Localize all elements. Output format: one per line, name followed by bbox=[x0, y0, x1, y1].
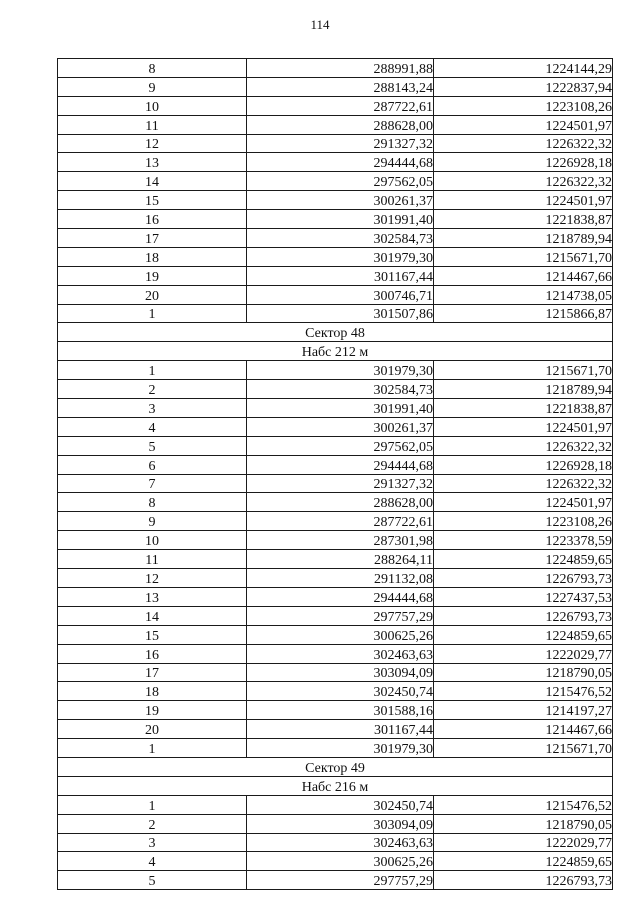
table-row bbox=[58, 833, 613, 852]
point-number-cell: 3 bbox=[58, 833, 247, 852]
point-number-cell: 3 bbox=[58, 399, 247, 418]
point-number-cell: 5 bbox=[58, 871, 247, 890]
x-coordinate-cell: 300625,26 bbox=[247, 625, 434, 644]
point-number-cell: 11 bbox=[58, 550, 247, 569]
x-coordinate-cell: 301979,30 bbox=[247, 247, 434, 266]
y-coordinate-cell: 1218789,94 bbox=[434, 380, 613, 399]
y-coordinate-cell: 1223108,26 bbox=[434, 512, 613, 531]
page-number: 114 bbox=[310, 17, 330, 32]
table-row bbox=[58, 739, 613, 758]
x-coordinate-cell: 294444,68 bbox=[247, 587, 434, 606]
table-row bbox=[58, 77, 613, 96]
y-coordinate-cell: 1214197,27 bbox=[434, 701, 613, 720]
x-coordinate-cell: 288264,11 bbox=[247, 550, 434, 569]
table-row bbox=[58, 606, 613, 625]
table-row bbox=[58, 361, 613, 380]
y-coordinate-cell: 1221838,87 bbox=[434, 210, 613, 229]
table-row bbox=[58, 172, 613, 191]
x-coordinate-cell: 294444,68 bbox=[247, 455, 434, 474]
x-coordinate-cell: 300261,37 bbox=[247, 191, 434, 210]
point-number-cell: 12 bbox=[58, 569, 247, 588]
x-coordinate-cell: 291327,32 bbox=[247, 474, 434, 493]
table-row bbox=[58, 550, 613, 569]
x-coordinate-cell: 303094,09 bbox=[247, 663, 434, 682]
point-number-cell: 9 bbox=[58, 512, 247, 531]
y-coordinate-cell: 1214738,05 bbox=[434, 285, 613, 304]
x-coordinate-cell: 297757,29 bbox=[247, 871, 434, 890]
section-header-row bbox=[58, 342, 613, 361]
x-coordinate-cell: 301167,44 bbox=[247, 266, 434, 285]
y-coordinate-cell: 1226322,32 bbox=[434, 172, 613, 191]
x-coordinate-cell: 302463,63 bbox=[247, 644, 434, 663]
point-number-cell: 10 bbox=[58, 531, 247, 550]
point-number-cell: 20 bbox=[58, 285, 247, 304]
x-coordinate-cell: 297757,29 bbox=[247, 606, 434, 625]
table-row bbox=[58, 134, 613, 153]
y-coordinate-cell: 1215476,52 bbox=[434, 682, 613, 701]
x-coordinate-cell: 294444,68 bbox=[247, 153, 434, 172]
table-row bbox=[58, 304, 613, 323]
y-coordinate-cell: 1226322,32 bbox=[434, 134, 613, 153]
x-coordinate-cell: 302584,73 bbox=[247, 380, 434, 399]
x-coordinate-cell: 300746,71 bbox=[247, 285, 434, 304]
table-row bbox=[58, 701, 613, 720]
coordinates-table bbox=[57, 58, 613, 890]
point-number-cell: 11 bbox=[58, 115, 247, 134]
point-number-cell: 17 bbox=[58, 663, 247, 682]
y-coordinate-cell: 1223378,59 bbox=[434, 531, 613, 550]
y-coordinate-cell: 1226322,32 bbox=[434, 474, 613, 493]
y-coordinate-cell: 1226322,32 bbox=[434, 436, 613, 455]
x-coordinate-cell: 301991,40 bbox=[247, 399, 434, 418]
y-coordinate-cell: 1215671,70 bbox=[434, 739, 613, 758]
table-row bbox=[58, 531, 613, 550]
table-row bbox=[58, 153, 613, 172]
table-row bbox=[58, 814, 613, 833]
x-coordinate-cell: 302450,74 bbox=[247, 682, 434, 701]
point-number-cell: 15 bbox=[58, 191, 247, 210]
x-coordinate-cell: 301167,44 bbox=[247, 720, 434, 739]
x-coordinate-cell: 302463,63 bbox=[247, 833, 434, 852]
point-number-cell: 13 bbox=[58, 587, 247, 606]
point-number-cell: 1 bbox=[58, 361, 247, 380]
table-row bbox=[58, 266, 613, 285]
table-row bbox=[58, 569, 613, 588]
y-coordinate-cell: 1214467,66 bbox=[434, 266, 613, 285]
table-row bbox=[58, 493, 613, 512]
y-coordinate-cell: 1222029,77 bbox=[434, 833, 613, 852]
y-coordinate-cell: 1222029,77 bbox=[434, 644, 613, 663]
table-row bbox=[58, 871, 613, 890]
point-number-cell: 12 bbox=[58, 134, 247, 153]
x-coordinate-cell: 297562,05 bbox=[247, 436, 434, 455]
point-number-cell: 19 bbox=[58, 266, 247, 285]
y-coordinate-cell: 1215671,70 bbox=[434, 361, 613, 380]
x-coordinate-cell: 301588,16 bbox=[247, 701, 434, 720]
section-header: Сектор 49 bbox=[58, 757, 613, 776]
x-coordinate-cell: 297562,05 bbox=[247, 172, 434, 191]
x-coordinate-cell: 301979,30 bbox=[247, 739, 434, 758]
x-coordinate-cell: 302584,73 bbox=[247, 229, 434, 248]
y-coordinate-cell: 1226793,73 bbox=[434, 871, 613, 890]
point-number-cell: 7 bbox=[58, 474, 247, 493]
table-row bbox=[58, 96, 613, 115]
x-coordinate-cell: 300261,37 bbox=[247, 417, 434, 436]
x-coordinate-cell: 302450,74 bbox=[247, 795, 434, 814]
x-coordinate-cell: 288143,24 bbox=[247, 77, 434, 96]
table-row bbox=[58, 247, 613, 266]
y-coordinate-cell: 1214467,66 bbox=[434, 720, 613, 739]
point-number-cell: 1 bbox=[58, 739, 247, 758]
table-row bbox=[58, 229, 613, 248]
y-coordinate-cell: 1215476,52 bbox=[434, 795, 613, 814]
point-number-cell: 15 bbox=[58, 625, 247, 644]
table-row bbox=[58, 210, 613, 229]
point-number-cell: 13 bbox=[58, 153, 247, 172]
point-number-cell: 4 bbox=[58, 852, 247, 871]
y-coordinate-cell: 1218790,05 bbox=[434, 663, 613, 682]
x-coordinate-cell: 288628,00 bbox=[247, 115, 434, 134]
point-number-cell: 18 bbox=[58, 682, 247, 701]
section-header: Сектор 48 bbox=[58, 323, 613, 342]
x-coordinate-cell: 301507,86 bbox=[247, 304, 434, 323]
y-coordinate-cell: 1224501,97 bbox=[434, 115, 613, 134]
table-row bbox=[58, 795, 613, 814]
y-coordinate-cell: 1218789,94 bbox=[434, 229, 613, 248]
y-coordinate-cell: 1224501,97 bbox=[434, 493, 613, 512]
x-coordinate-cell: 291132,08 bbox=[247, 569, 434, 588]
y-coordinate-cell: 1218790,05 bbox=[434, 814, 613, 833]
table-row bbox=[58, 474, 613, 493]
table-row bbox=[58, 682, 613, 701]
point-number-cell: 14 bbox=[58, 606, 247, 625]
x-coordinate-cell: 287722,61 bbox=[247, 96, 434, 115]
y-coordinate-cell: 1224144,29 bbox=[434, 59, 613, 78]
table-row bbox=[58, 512, 613, 531]
point-number-cell: 8 bbox=[58, 59, 247, 78]
x-coordinate-cell: 301991,40 bbox=[247, 210, 434, 229]
point-number-cell: 16 bbox=[58, 210, 247, 229]
point-number-cell: 20 bbox=[58, 720, 247, 739]
table-row bbox=[58, 115, 613, 134]
y-coordinate-cell: 1215866,87 bbox=[434, 304, 613, 323]
table-row bbox=[58, 436, 613, 455]
x-coordinate-cell: 288628,00 bbox=[247, 493, 434, 512]
y-coordinate-cell: 1224859,65 bbox=[434, 852, 613, 871]
point-number-cell: 2 bbox=[58, 814, 247, 833]
table-row bbox=[58, 587, 613, 606]
y-coordinate-cell: 1224859,65 bbox=[434, 550, 613, 569]
x-coordinate-cell: 287301,98 bbox=[247, 531, 434, 550]
table-row bbox=[58, 852, 613, 871]
table-row bbox=[58, 191, 613, 210]
y-coordinate-cell: 1226928,18 bbox=[434, 153, 613, 172]
point-number-cell: 10 bbox=[58, 96, 247, 115]
point-number-cell: 1 bbox=[58, 795, 247, 814]
point-number-cell: 17 bbox=[58, 229, 247, 248]
x-coordinate-cell: 301979,30 bbox=[247, 361, 434, 380]
x-coordinate-cell: 303094,09 bbox=[247, 814, 434, 833]
table-row bbox=[58, 663, 613, 682]
x-coordinate-cell: 287722,61 bbox=[247, 512, 434, 531]
table-row bbox=[58, 455, 613, 474]
section-header-row bbox=[58, 757, 613, 776]
table-row bbox=[58, 380, 613, 399]
x-coordinate-cell: 291327,32 bbox=[247, 134, 434, 153]
table-row bbox=[58, 720, 613, 739]
point-number-cell: 5 bbox=[58, 436, 247, 455]
point-number-cell: 2 bbox=[58, 380, 247, 399]
table-row bbox=[58, 625, 613, 644]
section-header-row bbox=[58, 323, 613, 342]
section-header: Набс 212 м bbox=[58, 342, 613, 361]
point-number-cell: 19 bbox=[58, 701, 247, 720]
y-coordinate-cell: 1224501,97 bbox=[434, 417, 613, 436]
y-coordinate-cell: 1224859,65 bbox=[434, 625, 613, 644]
section-header: Набс 216 м bbox=[58, 776, 613, 795]
y-coordinate-cell: 1226793,73 bbox=[434, 569, 613, 588]
table-row bbox=[58, 285, 613, 304]
y-coordinate-cell: 1226793,73 bbox=[434, 606, 613, 625]
point-number-cell: 8 bbox=[58, 493, 247, 512]
point-number-cell: 4 bbox=[58, 417, 247, 436]
y-coordinate-cell: 1221838,87 bbox=[434, 399, 613, 418]
table-row bbox=[58, 59, 613, 78]
x-coordinate-cell: 288991,88 bbox=[247, 59, 434, 78]
y-coordinate-cell: 1227437,53 bbox=[434, 587, 613, 606]
point-number-cell: 6 bbox=[58, 455, 247, 474]
y-coordinate-cell: 1215671,70 bbox=[434, 247, 613, 266]
y-coordinate-cell: 1224501,97 bbox=[434, 191, 613, 210]
coordinates-table-body bbox=[58, 59, 613, 890]
y-coordinate-cell: 1226928,18 bbox=[434, 455, 613, 474]
point-number-cell: 1 bbox=[58, 304, 247, 323]
table-row bbox=[58, 399, 613, 418]
table-row bbox=[58, 417, 613, 436]
point-number-cell: 14 bbox=[58, 172, 247, 191]
section-header-row bbox=[58, 776, 613, 795]
point-number-cell: 18 bbox=[58, 247, 247, 266]
point-number-cell: 9 bbox=[58, 77, 247, 96]
table-row bbox=[58, 644, 613, 663]
y-coordinate-cell: 1223108,26 bbox=[434, 96, 613, 115]
y-coordinate-cell: 1222837,94 bbox=[434, 77, 613, 96]
point-number-cell: 16 bbox=[58, 644, 247, 663]
x-coordinate-cell: 300625,26 bbox=[247, 852, 434, 871]
